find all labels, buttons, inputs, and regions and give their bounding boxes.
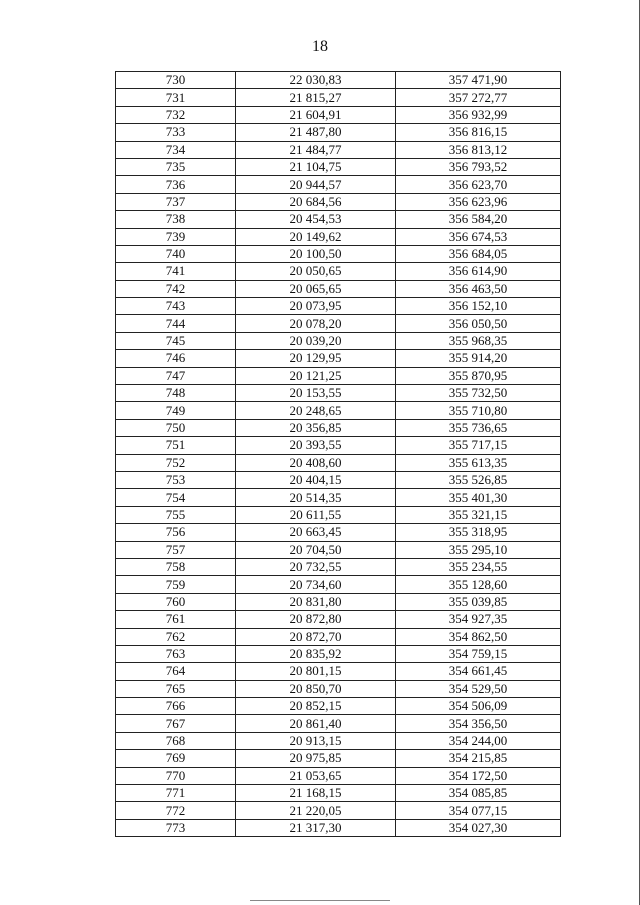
point-number-cell: 734 xyxy=(116,141,236,158)
table-row xyxy=(116,698,561,715)
x-coordinate-cell: 20 073,95 xyxy=(236,298,396,315)
point-number-cell: 740 xyxy=(116,245,236,262)
y-coordinate-cell: 356 623,96 xyxy=(396,193,561,210)
y-coordinate-cell: 356 816,15 xyxy=(396,124,561,141)
point-number-cell: 764 xyxy=(116,663,236,680)
table-row xyxy=(116,680,561,697)
coordinates-table xyxy=(115,71,561,837)
table-row xyxy=(116,802,561,819)
point-number-cell: 769 xyxy=(116,750,236,767)
table-row xyxy=(116,732,561,749)
x-coordinate-cell: 20 408,60 xyxy=(236,454,396,471)
x-coordinate-cell: 22 030,83 xyxy=(236,72,396,89)
y-coordinate-cell: 354 927,35 xyxy=(396,611,561,628)
y-coordinate-cell: 357 471,90 xyxy=(396,72,561,89)
x-coordinate-cell: 20 153,55 xyxy=(236,385,396,402)
point-number-cell: 763 xyxy=(116,645,236,662)
point-number-cell: 744 xyxy=(116,315,236,332)
y-coordinate-cell: 354 862,50 xyxy=(396,628,561,645)
y-coordinate-cell: 355 732,50 xyxy=(396,385,561,402)
y-coordinate-cell: 355 710,80 xyxy=(396,402,561,419)
point-number-cell: 730 xyxy=(116,72,236,89)
table-row xyxy=(116,263,561,280)
x-coordinate-cell: 20 611,55 xyxy=(236,506,396,523)
y-coordinate-cell: 355 318,95 xyxy=(396,524,561,541)
x-coordinate-cell: 21 484,77 xyxy=(236,141,396,158)
point-number-cell: 770 xyxy=(116,767,236,784)
y-coordinate-cell: 354 077,15 xyxy=(396,802,561,819)
point-number-cell: 768 xyxy=(116,732,236,749)
point-number-cell: 755 xyxy=(116,506,236,523)
x-coordinate-cell: 20 835,92 xyxy=(236,645,396,662)
x-coordinate-cell: 20 404,15 xyxy=(236,471,396,488)
table-row xyxy=(116,176,561,193)
y-coordinate-cell: 355 870,95 xyxy=(396,367,561,384)
point-number-cell: 752 xyxy=(116,454,236,471)
point-number-cell: 735 xyxy=(116,158,236,175)
point-number-cell: 773 xyxy=(116,819,236,836)
x-coordinate-cell: 20 356,85 xyxy=(236,419,396,436)
point-number-cell: 743 xyxy=(116,298,236,315)
y-coordinate-cell: 355 968,35 xyxy=(396,332,561,349)
x-coordinate-cell: 20 861,40 xyxy=(236,715,396,732)
y-coordinate-cell: 354 215,85 xyxy=(396,750,561,767)
y-coordinate-cell: 354 506,09 xyxy=(396,698,561,715)
point-number-cell: 747 xyxy=(116,367,236,384)
table-row xyxy=(116,367,561,384)
point-number-cell: 751 xyxy=(116,437,236,454)
point-number-cell: 761 xyxy=(116,611,236,628)
point-number-cell: 736 xyxy=(116,176,236,193)
point-number-cell: 746 xyxy=(116,350,236,367)
table-row xyxy=(116,541,561,558)
page-number: 18 xyxy=(312,38,328,55)
table-row xyxy=(116,454,561,471)
y-coordinate-cell: 355 295,10 xyxy=(396,541,561,558)
x-coordinate-cell: 20 704,50 xyxy=(236,541,396,558)
point-number-cell: 771 xyxy=(116,785,236,802)
table-row xyxy=(116,158,561,175)
table-row xyxy=(116,576,561,593)
x-coordinate-cell: 20 975,85 xyxy=(236,750,396,767)
table-row xyxy=(116,89,561,106)
table-row xyxy=(116,72,561,89)
point-number-cell: 733 xyxy=(116,124,236,141)
x-coordinate-cell: 21 487,80 xyxy=(236,124,396,141)
y-coordinate-cell: 355 914,20 xyxy=(396,350,561,367)
x-coordinate-cell: 20 514,35 xyxy=(236,489,396,506)
x-coordinate-cell: 20 078,20 xyxy=(236,315,396,332)
x-coordinate-cell: 20 149,62 xyxy=(236,228,396,245)
x-coordinate-cell: 20 454,53 xyxy=(236,211,396,228)
point-number-cell: 732 xyxy=(116,106,236,123)
table-row xyxy=(116,645,561,662)
y-coordinate-cell: 354 661,45 xyxy=(396,663,561,680)
point-number-cell: 756 xyxy=(116,524,236,541)
table-row xyxy=(116,437,561,454)
y-coordinate-cell: 354 244,00 xyxy=(396,732,561,749)
y-coordinate-cell: 356 463,50 xyxy=(396,280,561,297)
point-number-cell: 749 xyxy=(116,402,236,419)
y-coordinate-cell: 356 674,53 xyxy=(396,228,561,245)
point-number-cell: 741 xyxy=(116,263,236,280)
point-number-cell: 742 xyxy=(116,280,236,297)
table-row xyxy=(116,750,561,767)
y-coordinate-cell: 355 717,15 xyxy=(396,437,561,454)
x-coordinate-cell: 20 663,45 xyxy=(236,524,396,541)
table-row xyxy=(116,489,561,506)
point-number-cell: 731 xyxy=(116,89,236,106)
point-number-cell: 772 xyxy=(116,802,236,819)
y-coordinate-cell: 354 529,50 xyxy=(396,680,561,697)
x-coordinate-cell: 20 039,20 xyxy=(236,332,396,349)
point-number-cell: 748 xyxy=(116,385,236,402)
y-coordinate-cell: 354 356,50 xyxy=(396,715,561,732)
table-row xyxy=(116,332,561,349)
x-coordinate-cell: 21 815,27 xyxy=(236,89,396,106)
x-coordinate-cell: 20 100,50 xyxy=(236,245,396,262)
y-coordinate-cell: 354 172,50 xyxy=(396,767,561,784)
x-coordinate-cell: 20 121,25 xyxy=(236,367,396,384)
x-coordinate-cell: 21 317,30 xyxy=(236,819,396,836)
x-coordinate-cell: 20 852,15 xyxy=(236,698,396,715)
y-coordinate-cell: 356 584,20 xyxy=(396,211,561,228)
y-coordinate-cell: 354 027,30 xyxy=(396,819,561,836)
y-coordinate-cell: 356 793,52 xyxy=(396,158,561,175)
x-coordinate-cell: 20 684,56 xyxy=(236,193,396,210)
point-number-cell: 757 xyxy=(116,541,236,558)
y-coordinate-cell: 356 050,50 xyxy=(396,315,561,332)
table-row xyxy=(116,280,561,297)
x-coordinate-cell: 20 732,55 xyxy=(236,558,396,575)
table-row xyxy=(116,819,561,836)
point-number-cell: 767 xyxy=(116,715,236,732)
x-coordinate-cell: 21 104,75 xyxy=(236,158,396,175)
y-coordinate-cell: 356 614,90 xyxy=(396,263,561,280)
y-coordinate-cell: 355 128,60 xyxy=(396,576,561,593)
point-number-cell: 762 xyxy=(116,628,236,645)
table-row xyxy=(116,124,561,141)
x-coordinate-cell: 21 053,65 xyxy=(236,767,396,784)
point-number-cell: 759 xyxy=(116,576,236,593)
x-coordinate-cell: 20 734,60 xyxy=(236,576,396,593)
table-row xyxy=(116,471,561,488)
x-coordinate-cell: 20 850,70 xyxy=(236,680,396,697)
y-coordinate-cell: 355 526,85 xyxy=(396,471,561,488)
table-row xyxy=(116,628,561,645)
point-number-cell: 760 xyxy=(116,593,236,610)
y-coordinate-cell: 356 932,99 xyxy=(396,106,561,123)
x-coordinate-cell: 21 220,05 xyxy=(236,802,396,819)
x-coordinate-cell: 20 913,15 xyxy=(236,732,396,749)
table-row xyxy=(116,767,561,784)
table-row xyxy=(116,785,561,802)
table-row xyxy=(116,402,561,419)
x-coordinate-cell: 20 248,65 xyxy=(236,402,396,419)
table-row xyxy=(116,593,561,610)
table-row xyxy=(116,385,561,402)
point-number-cell: 758 xyxy=(116,558,236,575)
coordinates-table-body xyxy=(116,72,561,837)
table-row xyxy=(116,558,561,575)
scan-edge-bottom xyxy=(250,900,390,901)
table-row xyxy=(116,315,561,332)
x-coordinate-cell: 20 872,80 xyxy=(236,611,396,628)
x-coordinate-cell: 20 831,80 xyxy=(236,593,396,610)
y-coordinate-cell: 356 152,10 xyxy=(396,298,561,315)
y-coordinate-cell: 354 759,15 xyxy=(396,645,561,662)
x-coordinate-cell: 20 944,57 xyxy=(236,176,396,193)
point-number-cell: 754 xyxy=(116,489,236,506)
y-coordinate-cell: 357 272,77 xyxy=(396,89,561,106)
point-number-cell: 737 xyxy=(116,193,236,210)
y-coordinate-cell: 356 623,70 xyxy=(396,176,561,193)
table-row xyxy=(116,211,561,228)
y-coordinate-cell: 355 736,65 xyxy=(396,419,561,436)
table-row xyxy=(116,611,561,628)
point-number-cell: 750 xyxy=(116,419,236,436)
point-number-cell: 745 xyxy=(116,332,236,349)
y-coordinate-cell: 355 234,55 xyxy=(396,558,561,575)
table-row xyxy=(116,193,561,210)
y-coordinate-cell: 354 085,85 xyxy=(396,785,561,802)
table-row xyxy=(116,506,561,523)
y-coordinate-cell: 355 039,85 xyxy=(396,593,561,610)
y-coordinate-cell: 355 321,15 xyxy=(396,506,561,523)
point-number-cell: 753 xyxy=(116,471,236,488)
x-coordinate-cell: 20 129,95 xyxy=(236,350,396,367)
x-coordinate-cell: 21 604,91 xyxy=(236,106,396,123)
point-number-cell: 738 xyxy=(116,211,236,228)
y-coordinate-cell: 355 613,35 xyxy=(396,454,561,471)
x-coordinate-cell: 20 801,15 xyxy=(236,663,396,680)
table-row xyxy=(116,245,561,262)
table-row xyxy=(116,715,561,732)
table-row xyxy=(116,141,561,158)
x-coordinate-cell: 20 050,65 xyxy=(236,263,396,280)
point-number-cell: 765 xyxy=(116,680,236,697)
table-row xyxy=(116,350,561,367)
table-row xyxy=(116,106,561,123)
x-coordinate-cell: 20 065,65 xyxy=(236,280,396,297)
table-row xyxy=(116,524,561,541)
y-coordinate-cell: 356 684,05 xyxy=(396,245,561,262)
table-row xyxy=(116,419,561,436)
y-coordinate-cell: 355 401,30 xyxy=(396,489,561,506)
x-coordinate-cell: 20 872,70 xyxy=(236,628,396,645)
point-number-cell: 739 xyxy=(116,228,236,245)
table-row xyxy=(116,298,561,315)
table-row xyxy=(116,663,561,680)
x-coordinate-cell: 21 168,15 xyxy=(236,785,396,802)
y-coordinate-cell: 356 813,12 xyxy=(396,141,561,158)
x-coordinate-cell: 20 393,55 xyxy=(236,437,396,454)
point-number-cell: 766 xyxy=(116,698,236,715)
table-row xyxy=(116,228,561,245)
